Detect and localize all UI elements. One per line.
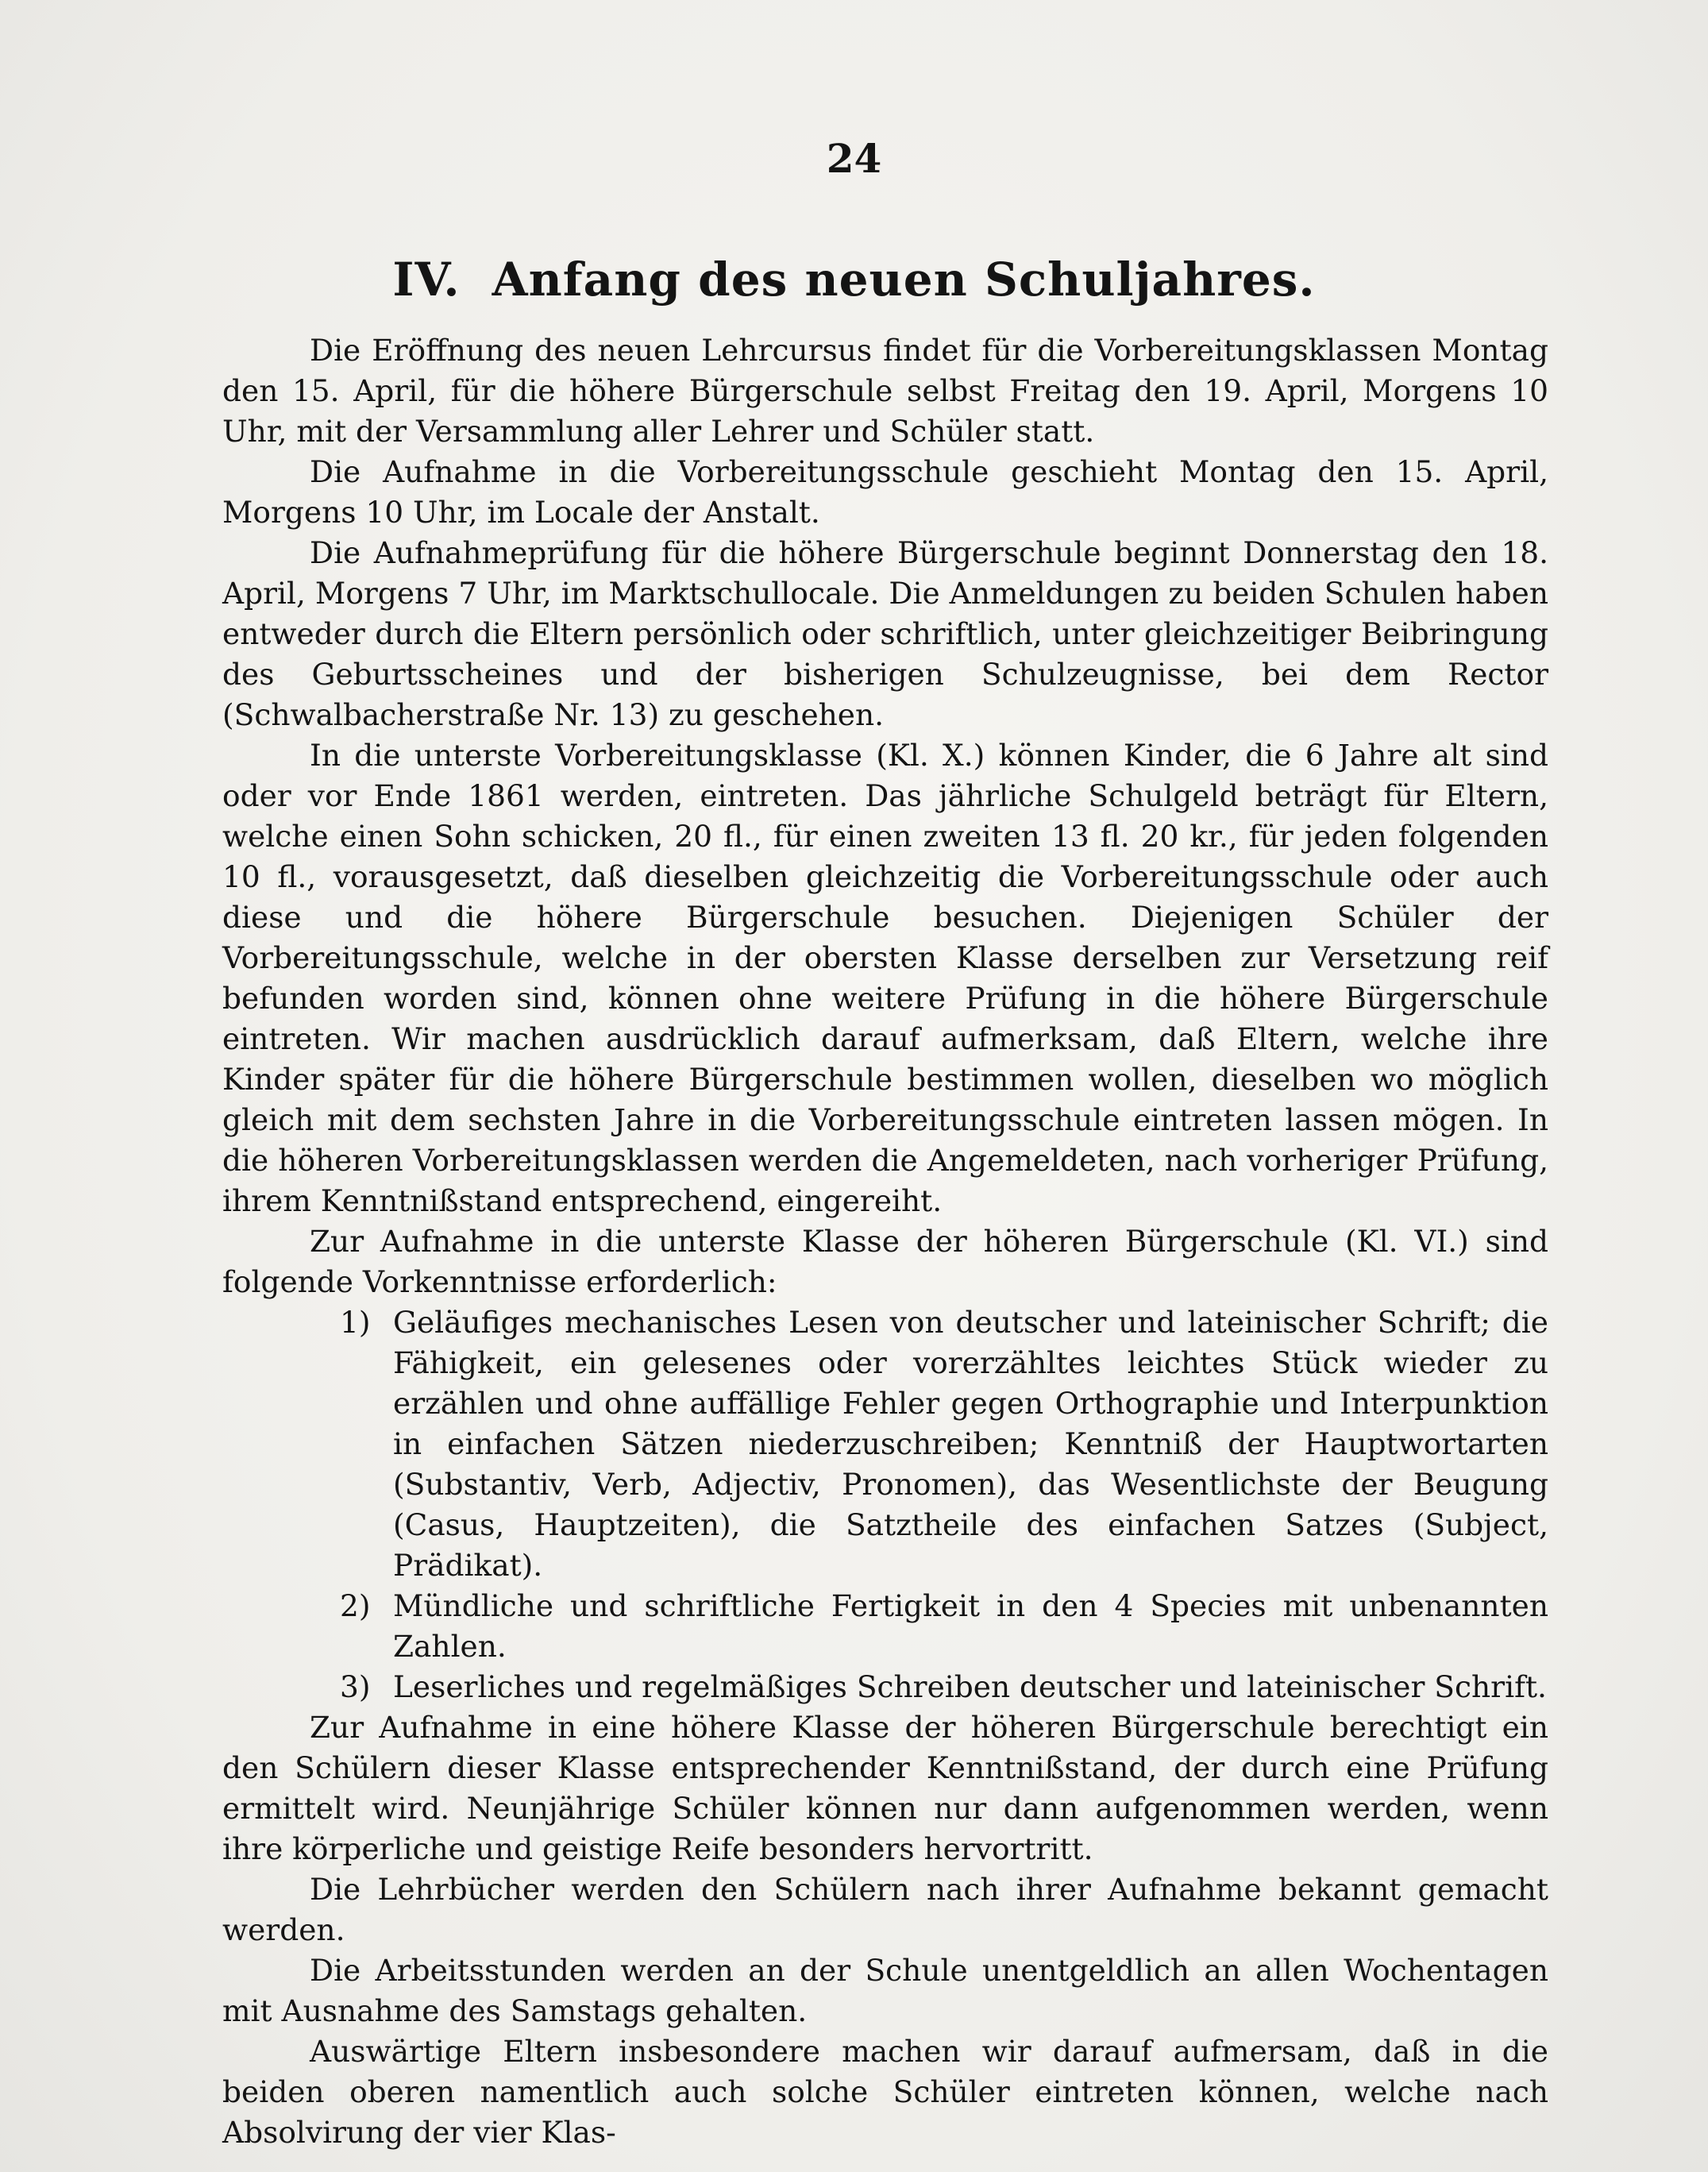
paragraph-opening: Die Eröffnung des neuen Lehrcursus findet für die Vorbereitungsklassen Montag den 15. April, für die höhere Bürgerschule selbst Freitag den 19. April, Morgens 10 Uhr, mit der Versammlung aller Lehrer und Schüler statt. (222, 333, 1548, 449)
paragraph-textbooks: Die Lehrbücher werden den Schülern nach ihrer Aufnahme bekannt gemacht werden. (222, 1872, 1548, 1947)
list-item-number: 2) (340, 1588, 371, 1623)
paragraph-admission: Die Aufnahme in die Vorbereitungsschule geschieht Montag den 15. April, Morgens 10 Uhr, im Locale der Anstalt. (222, 454, 1548, 530)
list-item-text: Geläufiges mechanisches Lesen von deutscher und lateinischer Schrift; die Fähigkeit, ein gelesenes oder vorerzähltes leichtes Stück wieder zu erzählen und ohne auffällige Fehler gegen Orthographie und Interpunktion in einfachen Sätzen niederzuschreiben; Kenntniß der Hauptwortarten (Substantiv, Verb, Adjectiv, Pronomen), das Wesentlichste der Beugung (Casus, Hauptzeiten), die Satztheile des einfachen Satzes (Subject, Prädikat). (393, 1305, 1548, 1583)
paragraph-foreign-parents: Auswärtige Eltern insbesondere machen wir darauf aufmersam, daß in die beiden oberen namentlich auch solche Schüler eintreten können, welche nach Absolvirung der vier Klas- (222, 2034, 1548, 2150)
paragraph-fees: In die unterste Vorbereitungsklasse (Kl. X.) können Kinder, die 6 Jahre alt sind oder vor Ende 1861 werden, eintreten. Das jährliche Schulgeld beträgt für Eltern, welche einen Sohn schicken, 20 fl., für einen zweiten 13 fl. 20 kr., für jeden folgenden 10 fl., vorausgesetzt, daß dieselben gleichzeitig die Vorbereitungsschule oder auch diese und die höhere Bürgerschule besuchen. Diejenigen Schüler der Vorbereitungsschule, welche in der obersten Klasse derselben zur Versetzung reif befunden worden sind, können ohne weitere Prüfung in die höhere Bürgerschule eintreten. Wir machen ausdrücklich darauf aufmerksam, daß Eltern, welche ihre Kinder später für die höhere Bürgerschule bestimmen wollen, dieselben wo möglich gleich mit dem sechsten Jahre in die Vorbereitungsschule eintreten lassen mögen. In die höheren Vorbereitungsklassen werden die Angemeldeten, nach vorheriger Prüfung, ihrem Kenntnißstand entsprechend, eingereiht. (222, 738, 1548, 1218)
paragraph-work-hours: Die Arbeitsstunden werden an der Schule unentgeldlich an allen Wochentagen mit Ausnahme des Samstags gehalten. (222, 1953, 1548, 2028)
requirements-list (222, 1302, 1548, 1707)
list-item (222, 1667, 1548, 1707)
list-item (222, 1302, 1548, 1586)
section-title: Anfang des neuen Schuljahres. (492, 253, 1316, 307)
page-number: 24 (826, 135, 882, 182)
paragraph-requirements-intro: Zur Aufnahme in die unterste Klasse der höheren Bürgerschule (Kl. VI.) sind folgende Vorkenntnisse erforderlich: (222, 1224, 1548, 1299)
paragraph-exam: Die Aufnahmeprüfung für die höhere Bürgerschule beginnt Donnerstag den 18. April, Morgens 7 Uhr, im Marktschullocale. Die Anmeldungen zu beiden Schulen haben entweder durch die Eltern persönlich oder schriftlich, unter gleichzeitiger Beibringung des Geburtsscheines und der bisherigen Schulzeugnisse, bei dem Rector (Schwalbacherstraße Nr. 13) zu geschehen. (222, 535, 1548, 732)
paragraph-higher-class: Zur Aufnahme in eine höhere Klasse der höheren Bürgerschule berechtigt ein den Schülern dieser Klasse entsprechender Kenntnißstand, der durch eine Prüfung ermittelt wird. Neunjährige Schüler können nur dann aufgenommen werden, wenn ihre körperliche und geistige Reife besonders hervortritt. (222, 1710, 1548, 1866)
body-text (222, 330, 1548, 2153)
list-item-number: 3) (340, 1669, 371, 1704)
list-item-text: Leserliches und regelmäßiges Schreiben deutscher und lateinischer Schrift. (393, 1669, 1547, 1704)
section-heading (0, 253, 1708, 307)
section-numeral: IV. (392, 253, 461, 307)
list-item-text: Mündliche und schriftliche Fertigkeit in den 4 Species mit unbenannten Zahlen. (393, 1588, 1548, 1664)
list-item (222, 1586, 1548, 1667)
list-item-number: 1) (340, 1305, 371, 1340)
